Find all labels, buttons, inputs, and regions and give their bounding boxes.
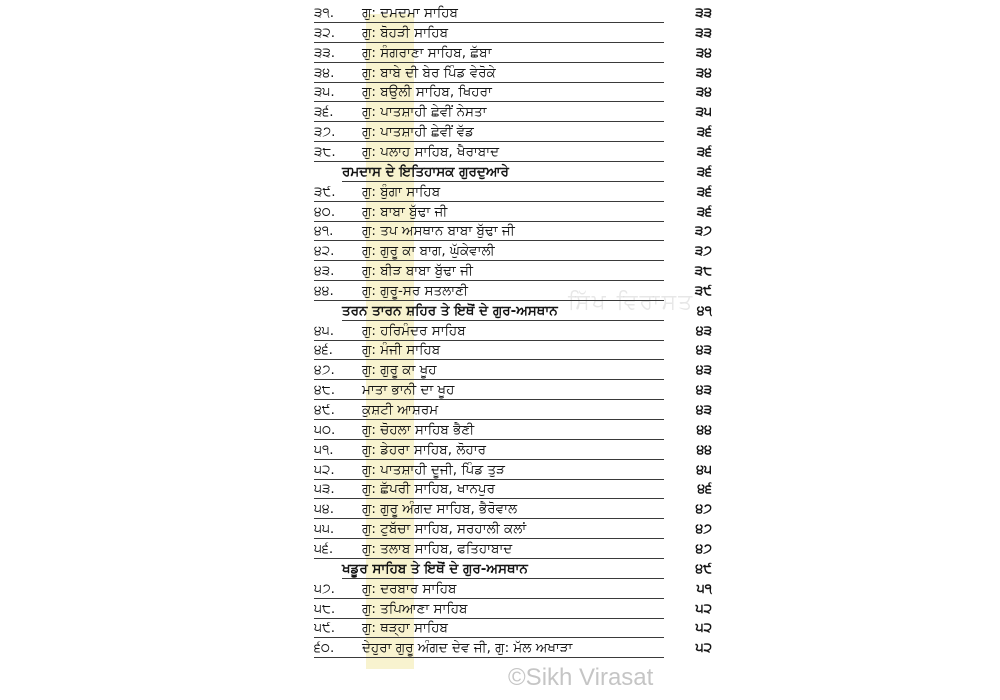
- toc-entry: [306, 619, 718, 638]
- toc-entry: [306, 203, 718, 222]
- toc-page-number: ੩੬: [696, 143, 712, 160]
- toc-entry: [306, 44, 718, 63]
- toc-page-number: ੩੯: [694, 282, 712, 299]
- toc-entry-number: ੪੨.: [314, 243, 335, 260]
- toc-underline: [314, 459, 664, 460]
- toc-entry-number: ੬੦.: [314, 640, 335, 657]
- toc-page-number: ੩੭: [694, 243, 712, 260]
- toc-page-number: ੩੬: [696, 124, 712, 141]
- toc-page-number: ੪੫: [696, 461, 712, 478]
- toc-page-number: ੫੨: [695, 600, 712, 617]
- toc-entry-number: ੫੫.: [314, 521, 335, 538]
- toc-page-number: ੩੫: [695, 104, 712, 121]
- toc-entry-number: ੫੨.: [314, 461, 335, 478]
- toc-underline: [314, 657, 664, 658]
- toc-page-number: ੩੮: [694, 263, 712, 280]
- toc-entry: [306, 381, 718, 400]
- toc-entry: [306, 540, 718, 559]
- toc-section-heading: [306, 163, 718, 182]
- toc-entry: [306, 222, 718, 241]
- toc-entry-title: ਗੁ: ਦਰਬਾਰ ਸਾਹਿਬ: [362, 580, 457, 597]
- toc-underline: [314, 161, 664, 162]
- toc-underline: [314, 359, 664, 360]
- toc-page-number: ੪੩: [695, 362, 712, 379]
- toc-underline: [314, 439, 664, 440]
- toc-underline: [314, 141, 664, 142]
- toc-page-number: ੫੨: [695, 620, 712, 637]
- toc-entry: [306, 580, 718, 599]
- toc-entry-title: ਗੁ: ਤਪ ਅਸਥਾਨ ਬਾਬਾ ਬੁੱਢਾ ਜੀ: [362, 223, 515, 240]
- toc-entry-title: ਗੁ: ਮੰਜੀ ਸਾਹਿਬ: [362, 342, 441, 359]
- toc-entry: [306, 183, 718, 202]
- toc-entry: [306, 103, 718, 122]
- toc-entry: [306, 461, 718, 480]
- toc-entry-number: ੩੭.: [314, 124, 336, 141]
- copyright-watermark: ©Sikh Virasat: [508, 664, 654, 691]
- toc-underline: [314, 399, 664, 400]
- toc-entry-number: ੫੮.: [314, 600, 336, 617]
- toc-entry-number: ੪੫.: [314, 322, 335, 339]
- toc-underline: [314, 518, 664, 519]
- toc-page-number: ੪੭: [695, 521, 712, 538]
- toc-section-heading: [306, 560, 718, 579]
- toc-underline: [314, 538, 664, 539]
- toc-page-number: ੩੪: [695, 64, 712, 81]
- toc-entry-number: ੩੮.: [314, 143, 336, 160]
- toc-entry: [306, 262, 718, 281]
- toc-underline: [314, 62, 664, 63]
- toc-page-number: ੩੩: [695, 5, 712, 21]
- toc-entry-number: ੫੦.: [314, 421, 336, 438]
- toc-page-number: ੪੬: [697, 481, 712, 498]
- toc-entry: [306, 500, 718, 519]
- toc-entry-number: ੩੩.: [314, 44, 336, 61]
- toc-entry-number: ੫੯.: [314, 620, 336, 637]
- toc-entry-number: ੫੩.: [314, 481, 335, 498]
- toc-section-heading: [306, 302, 718, 321]
- toc-entry-title: ਗੁ: ਬੋਹੜੀ ਸਾਹਿਬ: [362, 24, 449, 41]
- toc-underline: [314, 260, 664, 261]
- toc-entry-title: ਗੁ: ਥੜ੍ਹਾ ਸਾਹਿਬ: [362, 620, 448, 637]
- toc-entry: [306, 600, 718, 619]
- toc-page-number: ੩੭: [694, 223, 712, 240]
- toc-page-number: ੪੪: [696, 421, 712, 438]
- toc-underline: [314, 201, 664, 202]
- toc-underline: [314, 82, 664, 83]
- toc-entry-number: ੩੪.: [314, 64, 335, 81]
- toc-entry-number: ੪੩.: [314, 263, 335, 280]
- toc-entry-number: ੫੭.: [314, 580, 335, 597]
- toc-underline: [314, 479, 664, 480]
- toc-underline: [342, 320, 664, 321]
- toc-entry: [306, 83, 718, 102]
- toc-entry-number: ੪੮.: [314, 382, 335, 399]
- toc-entry-number: ੪੪.: [314, 282, 334, 299]
- toc-entry-title: ਗੁ: ਬੀੜ ਬਾਬਾ ਬੁੱਢਾ ਜੀ: [362, 263, 473, 280]
- toc-entry: [306, 64, 718, 83]
- toc-entry: [306, 520, 718, 539]
- toc-entry-title: ਗੁ: ਪਾਤਸ਼ਾਹੀ ਦੂਜੀ, ਪਿੰਡ ਤੁੜ: [362, 461, 505, 478]
- toc-entry-title: ਗੁ: ਬਉਲੀ ਸਾਹਿਬ, ਖਿਹਰਾ: [362, 84, 492, 101]
- toc-entry-title: ਗੁ: ਬਾਬੇ ਦੀ ਬੇਰ ਪਿੰਡ ਵੇਰੋਕੇ: [362, 64, 496, 81]
- toc-entry-number: ੩੬.: [314, 104, 334, 121]
- toc-page-number: ੩੬: [696, 203, 712, 220]
- toc-entry-title: ਗੁ: ਪਲਾਹ ਸਾਹਿਬ, ਖੈਰਾਬਾਦ: [362, 143, 500, 160]
- toc-entry: [306, 341, 718, 360]
- toc-entry-title: ਦੇਹੁਰਾ ਗੁਰੂ ਅੰਗਦ ਦੇਵ ਜੀ, ਗੁ: ਮੱਲ ਅਖਾੜਾ: [362, 640, 573, 657]
- watermark-text: ਸਿੱਖ ਵਿਰਾਸਤ: [568, 290, 695, 315]
- toc-entry-number: ੩੨.: [314, 24, 336, 41]
- toc-entry-title: ਗੁ: ਬਾਬਾ ਬੁੱਢਾ ਜੀ: [362, 203, 448, 220]
- toc-entry-title: ਗੁ: ਟੁਬੱਚਾ ਸਾਹਿਬ, ਸਰਹਾਲੀ ਕਲਾਂ: [362, 521, 527, 538]
- toc-underline: [314, 419, 664, 420]
- toc-entry-title: ਗੁ: ਹਰਿਮੰਦਰ ਸਾਹਿਬ: [362, 322, 466, 339]
- toc-underline: [314, 558, 664, 559]
- toc-page-number: ੫੧: [696, 580, 712, 597]
- toc-entry-title: ਗੁ: ਪਾਤਸ਼ਾਹੀ ਛੇਵੀਂ ਨੇਸਤਾ: [362, 104, 487, 121]
- toc-entry: [306, 361, 718, 380]
- toc-underline: [314, 598, 664, 599]
- toc-entry: [306, 322, 718, 341]
- toc-entry: [306, 401, 718, 420]
- toc-page-number: ੫੨: [695, 640, 712, 657]
- toc-section-title: ਖਡੂਰ ਸਾਹਿਬ ਤੇ ਇਥੋਂ ਦੇ ਗੁਰ-ਅਸਥਾਨ: [342, 560, 528, 577]
- toc-entry: [306, 441, 718, 460]
- toc-entry-title: ਗੁ: ਦਮਦਮਾ ਸਾਹਿਬ: [362, 5, 458, 21]
- toc-page-number: ੪੩: [695, 342, 712, 359]
- toc-underline: [314, 618, 664, 619]
- toc-entry: [306, 242, 718, 261]
- toc-entry: [306, 24, 718, 43]
- toc-entry-number: ੩੫.: [314, 84, 335, 101]
- toc-page-number: ੩੬: [696, 183, 712, 200]
- toc-entry-title: ਗੁ: ਗੁਰੂ ਕਾ ਖੂਹ: [362, 362, 437, 379]
- toc-entry: [306, 282, 718, 301]
- toc-underline: [314, 300, 664, 301]
- toc-page-number: ੪੩: [695, 402, 712, 418]
- toc-entry-title: ਗੁ: ਗੁਰੂ ਕਾ ਬਾਗ, ਘੁੱਕੇਵਾਲੀ: [362, 243, 495, 260]
- toc-entry: [306, 4, 718, 23]
- toc-entry-title: ਗੁ: ਗੁਰੂ-ਸਰ ਸਤਲਾਣੀ: [362, 282, 468, 299]
- toc-underline: [314, 240, 664, 241]
- toc-page-number: ੪੩: [695, 382, 712, 399]
- toc-page-number: ੩੪: [695, 44, 712, 61]
- toc-page-number: ੪੯: [695, 560, 712, 577]
- toc-entry-number: ੩੧.: [314, 5, 335, 21]
- toc-entry-title: ਗੁ: ਗੁਰੂ ਅੰਗਦ ਸਾਹਿਬ, ਭੈਰੋਵਾਲ: [362, 501, 518, 518]
- toc-section-title: ਰਮਦਾਸ ਦੇ ਇਤਿਹਾਸਕ ਗੁਰਦੁਆਰੇ: [342, 163, 509, 180]
- toc-underline: [342, 181, 664, 182]
- toc-page-number: ੪੭: [695, 540, 712, 557]
- toc-entry-number: ੩੯.: [314, 183, 336, 200]
- toc-entry: [306, 143, 718, 162]
- toc-page-number: ੪੧: [696, 302, 712, 319]
- toc-entry-number: ੪੧.: [314, 223, 334, 240]
- toc-entry-title: ਗੁ: ਤਪਿਆਣਾ ਸਾਹਿਬ: [362, 600, 468, 617]
- toc-entry-title: ਗੁ: ਚੋਹਲਾ ਸਾਹਿਬ ਭੈਣੀ: [362, 421, 475, 438]
- toc-page-number: ੪੪: [696, 441, 712, 458]
- toc-entry-number: ੪੦.: [314, 203, 336, 220]
- toc-entry-title: ਗੁ: ਛੱਪਰੀ ਸਾਹਿਬ, ਖਾਨਪੁਰ: [362, 481, 495, 498]
- toc-underline: [314, 379, 664, 380]
- toc-entry-title: ਮਾਤਾ ਭਾਨੀ ਦਾ ਖੂਹ: [362, 382, 455, 399]
- toc-page-number: ੩੬: [696, 163, 712, 180]
- toc-entry-number: ੪੬.: [314, 342, 333, 359]
- toc-entry-title: ਗੁ: ਤਲਾਬ ਸਾਹਿਬ, ਫਤਿਹਾਬਾਦ: [362, 540, 513, 557]
- toc-entry-number: ੪੯.: [314, 402, 335, 418]
- toc-underline: [314, 498, 664, 499]
- toc-underline: [314, 101, 664, 102]
- toc-entry-title: ਗੁ: ਡੇਹਰਾ ਸਾਹਿਬ, ਲੋਹਾਰ: [362, 441, 486, 458]
- toc-entry-title: ਕੁਸ਼ਟੀ ਆਸ਼ਰਮ: [362, 402, 439, 418]
- toc-entry-title: ਗੁ: ਸੰਗਰਾਣਾ ਸਾਹਿਬ, ਛੱਬਾ: [362, 44, 492, 61]
- toc-page-number: ੩੪: [695, 84, 712, 101]
- toc-section-title: ਤਰਨ ਤਾਰਨ ਸ਼ਹਿਰ ਤੇ ਇਥੋਂ ਦੇ ਗੁਰ-ਅਸਥਾਨ: [342, 302, 558, 319]
- toc-page-number: ੪੭: [695, 501, 712, 518]
- toc-entry-number: ੫੬.: [314, 540, 334, 557]
- toc-underline: [314, 280, 664, 281]
- toc-entry-number: ੫੧.: [314, 441, 334, 458]
- toc-underline: [314, 340, 664, 341]
- toc-underline: [314, 637, 664, 638]
- toc-page-number: ੩੩: [695, 24, 712, 41]
- toc-entry-number: ੫੪.: [314, 501, 335, 518]
- toc-entry-title: ਗੁ: ਪਾਤਸ਼ਾਹੀ ਛੇਵੀਂ ਵੱਡ: [362, 124, 474, 141]
- toc-underline: [314, 22, 664, 23]
- toc-underline: [314, 42, 664, 43]
- toc-entry-title: ਗੁ: ਬੁੰਗਾ ਸਾਹਿਬ: [362, 183, 441, 200]
- toc-entry: [306, 639, 718, 658]
- toc-underline: [314, 121, 664, 122]
- toc-entry: [306, 421, 718, 440]
- toc-entry-number: ੪੭.: [314, 362, 335, 379]
- toc-underline: [342, 578, 664, 579]
- toc-entry: [306, 480, 718, 499]
- toc-entry: [306, 123, 718, 142]
- table-of-contents: [306, 4, 726, 674]
- toc-page-number: ੪੩: [695, 322, 712, 339]
- toc-underline: [314, 221, 664, 222]
